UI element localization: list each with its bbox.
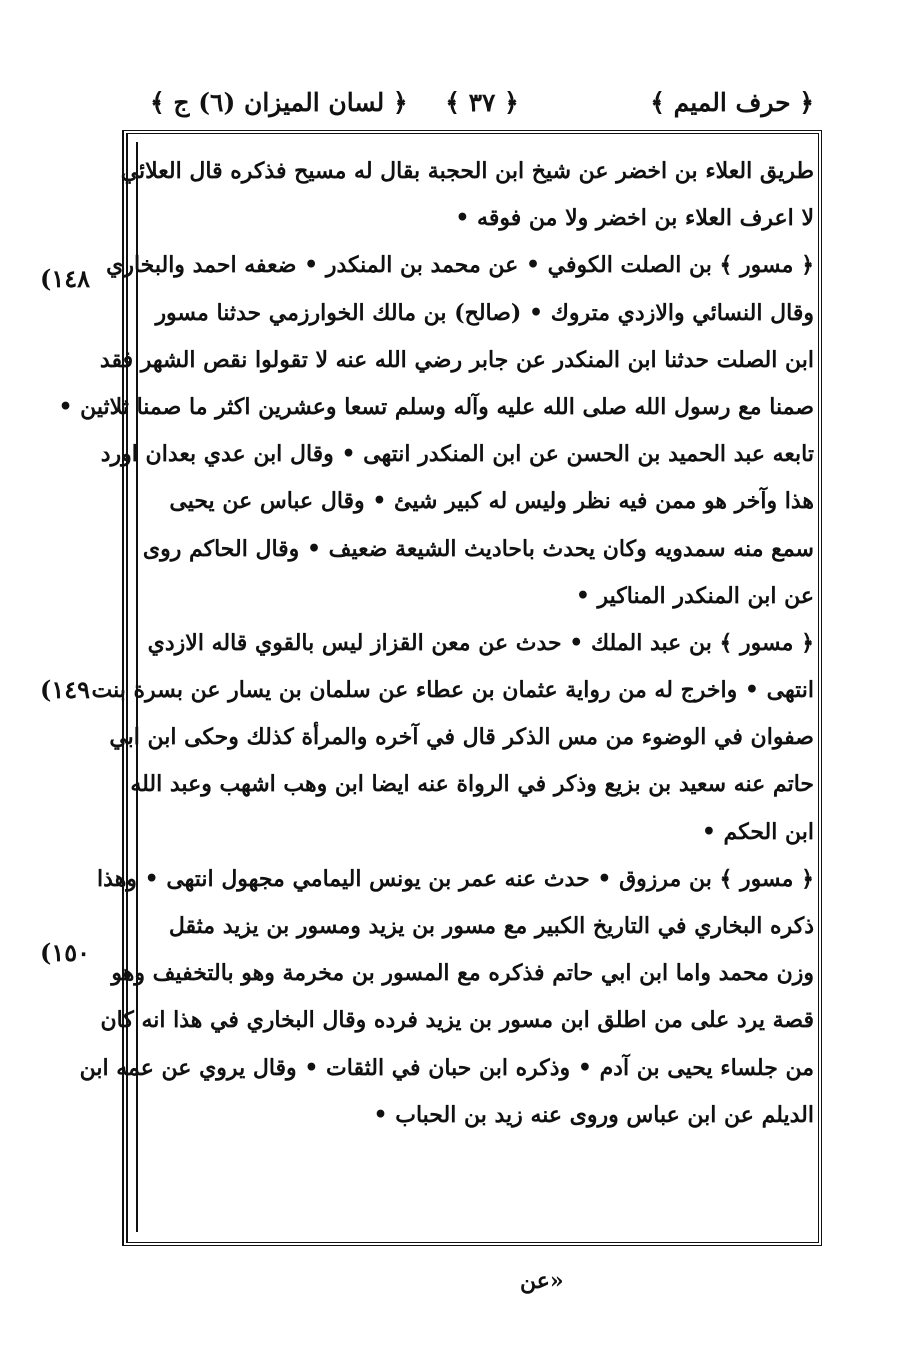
text-line: حاتم عنه سعيد بن بزيع وذكر في الرواة عنه ايضا ابن وهب اشهب وعبد الله: [130, 771, 814, 798]
text-line: سمع منه سمدويه وكان يحدث باحاديث الشيعة ضعيف • وقال الحاكم روى: [142, 535, 814, 562]
text-line: تابعه عبد الحميد بن الحسن عن ابن المنكدر انتهى • وقال ابن عدي بعدان اورد: [100, 441, 814, 468]
text-line: صفوان في الوضوء من مس الذكر قال في آخره والمرأة كذلك وحكى ابن ابي: [109, 724, 814, 751]
text-line: ﴿ مسور ﴾ بن عبد الملك • حدث عن معن القزاز ليس بالقوي قاله الازدي: [147, 629, 814, 656]
text-line: صمنا مع رسول الله صلى الله عليه وآله وسلم تسعا وعشرين اكثر ما صمنا ثلاثين •: [58, 393, 814, 420]
entry-number: (١٤٩: [40, 675, 91, 704]
text-line: وزن محمد واما ابن ابي حاتم فذكره مع المسور بن مخرمة وهو بالتخفيف وهو: [111, 960, 814, 987]
text-line: انتهى • واخرج له من رواية عثمان بن عطاء عن سلمان بن يسار عن بسرة بنت: [91, 677, 814, 704]
text-line: ابن الصلت حدثنا ابن المنكدر عن جابر رضي الله عنه لا تقولوا نقص الشهر فقد: [99, 346, 814, 373]
text-line: ﴿ مسور ﴾ بن الصلت الكوفي • عن محمد بن المنكدر • ضعفه احمد والبخاري: [106, 252, 814, 279]
text-line: ﴿ مسور ﴾ بن مرزوق • حدث عنه عمر بن يونس اليمامي مجهول انتهى • وهذا: [97, 865, 814, 892]
book-title: ﴿ لسان الميزان (٦) ج ﴾: [150, 88, 408, 117]
text-line: ابن الحكم •: [701, 818, 814, 845]
text-line: هذا وآخر هو ممن فيه نظر وليس له كبير شيئ • وقال عباس عن يحيى: [169, 488, 814, 515]
entry-number: (١٤٨: [40, 264, 91, 293]
text-line: عن ابن المنكدر المناكير •: [575, 582, 814, 609]
text-line: الديلم عن ابن عباس وروى عنه زيد بن الحباب •: [373, 1101, 814, 1128]
text-line: ذكره البخاري في التاريخ الكبير مع مسور بن يزيد ومسور بن يزيد مثقل: [168, 913, 814, 939]
text-line: وقال النسائي والازدي متروك • (صالح) بن مالك الخوارزمي حدثنا مسور: [155, 299, 814, 326]
entry-number: (١٥٠: [40, 938, 91, 967]
text-line: لا اعرف العلاء بن اخضر ولا من فوقه •: [455, 205, 814, 232]
text-line: طريق العلاء بن اخضر عن شيخ ابن الحجبة بقال له مسيح فذكره قال العلائي: [120, 158, 814, 184]
text-line: قصة يرد على من اطلق ابن مسور بن يزيد فرده وقال البخاري في هذا انه كان: [100, 1007, 814, 1034]
catchword: «عن: [520, 1268, 564, 1294]
page-number: ﴿ ٣٧ ﴾: [445, 88, 519, 117]
text-line: من جلساء يحيى بن آدم • وذكره ابن حبان في الثقات • وقال يروي عن عمه ابن: [79, 1054, 814, 1081]
chapter-title: ﴿ حرف الميم ﴾: [650, 88, 814, 117]
page-header: [150, 88, 814, 128]
